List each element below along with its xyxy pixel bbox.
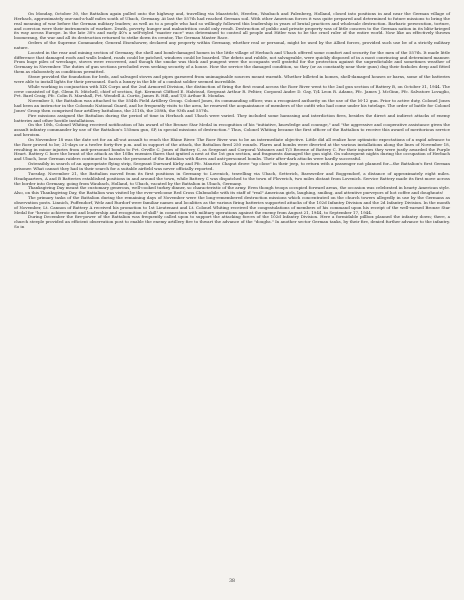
paragraph: Located in the rear and mining section of Germany, the shell and bomb-damaged homes in the little village of Herbach and Ubach offered some comfort and security for the men of the 557th. It made little difference that damaged roofs and walls leaked, roads could be patched, windows could be boarded. The debris and rubble, not salvageable, were quickly disposed of in a most convincing and determined manner. From huge piles of wreckage, stoves were recovered, and though the smoke was thick and pungent were the occupants well grateful for the protection against the unpredictable and sometimes weather of Germany in November. The duties of gun sections precluded even seeking security of a house. How the service the damaged condition, so they (or as constantly near their guns) dug their foxholes deep and fitted them as elaborately as conditions permitted. xyxy=(14,49,450,75)
paragraph: Fire missions assigned the Battalion during the period of time in Herbach and Ubach were varied. They included some harassing and interdiction fires, besides the direct and indirect attacks of enemy batteries and other hostile installations. xyxy=(14,112,450,123)
paragraph: Ostensibly in search of an appropriate flying strip, Sergeant Durward Kirby and Pfc. Maurice Chaput drove "up close" in their jeep, to return with a passenger not planned for—the Battalion's first German prisoner. What cannot they had in their search for a suitable airfield was never officially reported. xyxy=(14,161,450,171)
paragraph: On the 10th, Colonel Whiting received notification of his award of the Bronze Star Medal in recognition of his "initiative, knowledge and courage," and "the aggressive and cooperative assistance given the assault infantry commander by use of the Battalion's 155mm gun, SP, in special missions of destruction." Thus, Colonel Whiting became the first officer of the Battalion to receive this award of meritorious service and heroism. xyxy=(14,122,450,138)
paragraph: Thanksgiving Day meant the customary generous, well-cooked turkey dinner, so characteristic of the army. Even though troops occupied forward areas, the occasion was celebrated in hearty American style. Also, on this Thanksgiving Day, the Battalion was visited by the ever-welcome Red Cross Clubmobile with its staff of "real" American girls, laughing, smiling, and attentive purveyors of hot coffee and doughnuts! xyxy=(14,185,450,196)
paragraph: November 5, the Battalion was attached to the 554th Field Artillery Group. Colonel Jones, its commanding officer, was a recognized authority on the use of the M-12 gun. Prior to active duty, Colonel Jones had been an instructor in the Colorado National Guard, and he frequently visits to the area, he renewed the acquaintance of members of the outfit who had come under his tutelage. The order of battle for Colonel Jones' Group then comprised four artillery battalions, the 211th, the 258th, the 93th and 557th. xyxy=(14,98,450,113)
paragraph: Orders of the Supreme Commander, General Eisenhower, declared any property within Germany, whether real or personal, might be used by the Allied forces, provided such use be of a strictly military nature. xyxy=(14,40,450,50)
document-page xyxy=(14,12,450,588)
page-number: 38 xyxy=(229,579,235,584)
paragraph: During December the fire-power of the Battalion was frequently called upon to support the attacking forces of the 102d Infantry Division. Here a formidable pillbox planned the infantry down; there, a church steeple provided an efficient observation post to enable the enemy artillery fire to thwart the advance of the "doughs." In another sector German tanks, by their fire, denied further advance to the infantry. So in xyxy=(14,214,450,230)
paragraph: On November 18 was the date set for an all-out assault to reach the Rhine River. The Roer River was to be an intermediate objective. Little did all realize how optimistic expectations of a rapid advance to the Roer proved to be; 21-days or a twelve forty-five p.m. and in support of the attack, the Battalion fired 250 rounds. Flares and bombs were diverted at the various installations along the lines of November 18, resulting in minor injuries from anti-personnel bombs to Pvt. Orville C. Jones of Battery C, as Sergeant and Corporal Yatsanes and T/3 Browne of Battery C. For their injuries they were justly awarded the Purple Heart. Battery C bore the brunt of the attack as the 10lbs enemies flares that ignited a nest at the 1st gun section, and fragments damaged the gun sight. On subsequent nights during the occupation of Herbach and Ubach, lone German raiders continued to harass the personnel of the Battalion with flares and anti-personnel bombs. Their after-dark attacks were hardly successful. xyxy=(14,136,450,162)
paragraph: Tuesday, November 21, the Battalion moved from its first positions in Germany to Lovenich, travelling via Ubach, Setterich, Baesweiler and Boggendorf, a distance of approximately eight miles. Headquarters, A and B Batteries established positions in and around the town, while Battery C was dispatched to the town of Floverich, two miles distant from Lovenich. Service Battery made its first move across the border into Germany, going from Waubach, Holland, to Ubach, vacated by the Battalion in Ubach, Germany. xyxy=(14,170,450,186)
paragraph: On Monday, October 30, the Battalion again pulled onto the highway and, travelling via Maastricht, Heerlen, Waubach and Palenberg, Holland, closed into positions in and near the German village of Herbach, approximately one-and-a-half miles south of Ubach, Germany. At last the 557th had reached German soil. With other American forces it was quite prepared and determined to future missions to bring the real meaning of war before the German military leaders; as well as to a people who had so willingly followed this leadership in years of brutal practices and wholesale destruction. Barbaric persecution, torture, and coercion were their instruments of warfare. Death, poverty, hunger and malnutrition could only result. Destruction of public and private property was of little concern to the German nation in its blitz-krieged its way across Europe. In the late 30's and early 40's a self-styled "master race" was determined to control all people and Hitler was to be the cruel ruler of the entire world. Now like an effectively thrown boomerang, the war and all its destruction returned to strike down its creator, The German Master Race. xyxy=(14,11,450,41)
paragraph: The primary tasks of the Battalion during the remaining days of November were the long-remembered destruction missions which concentrated on the church towers allegedly in use by the Germans as observation posts. Linnich, Puffendorf, Welz and Rurdorf were familiar names and localities as the various firing batteries supported attacks of the 102d Infantry Division and the 2d Infantry Division. In the month of November, Lt. Cannon of Battery A received his promotion to 1st Lieutenant and Lt. Colonel Whiting received the congratulations of members of his command upon his receipt of the well-earned Bronze Star Medal for "heroic achievement and leadership and recognition of skill" in connection with military operations against the enemy from August 21, 1944, to September 17, 1944. xyxy=(14,195,450,215)
paragraph: Straw provided the foundation for beds, and salvaged stoves and pipes garnered from unimaginable sources meant warmth. Whether billeted in homes, shell-damaged houses or barns, some of the batteries were able to install lights for their personnel. Such a luxury in the life of a combat soldier seemed incredible. xyxy=(14,73,450,84)
paragraph: While working in conjunction with XIX Corps and the 2nd Armored Division, the distinction of firing the first round across the Roer River went to the 2nd gun section of Battery B, on October 31, 1944. The crew consisted of Sgt. Glenn R. Mitchell, chief of section, Sgt. Kermeat Clifford E. Halstead, Sergeant Arthur R. Peltier, Corporal Andre D. Gay, T/4 Leon R. Adams, Pfc. James J. McGinn, Pfc. Salvatore Lovaglio, Pvt. Bard Craig, Pfc. Colin R. Marshall, Pvt. Wendell A. Curtis, James R. Hill, and T/5 Arthur B. Mondas. xyxy=(14,83,450,99)
